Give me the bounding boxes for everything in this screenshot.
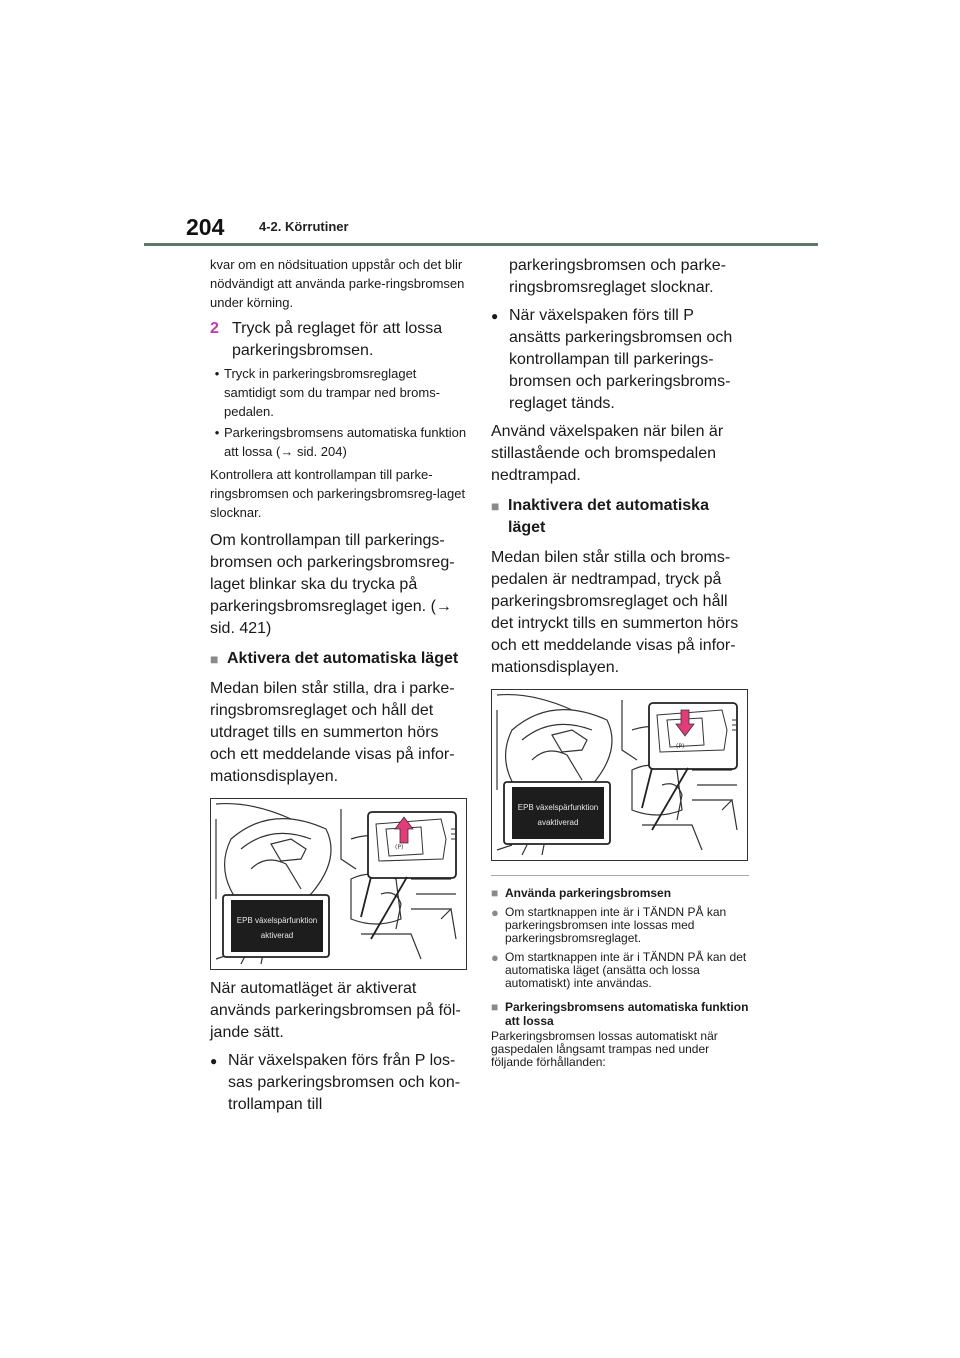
heading-text: Inaktivera det automatiska läget — [508, 497, 709, 536]
sub-item-1 — [210, 364, 468, 421]
bullet-dot: • — [214, 425, 220, 440]
figure-activate — [210, 798, 467, 970]
square-icon: ■ — [210, 651, 219, 667]
note-heading-1 — [491, 886, 749, 900]
blink-text: Om kontrollampan till parkerings-bromsen och parkeringsbromsreg-laget blinkar ska du trycka på parkeringsbromsreglaget igen. (→ sid. 421) — [210, 532, 455, 637]
note-heading-text: Parkeringsbromsens automatiska funktion att lossa — [505, 1000, 749, 1028]
note-item-text: Om startknappen inte är i TÄNDN PÅ kan parkeringsbromsen inte lossas med parkeringsbromsreglaget. — [505, 905, 727, 945]
bullet-dot: • — [214, 366, 220, 381]
use-text: Använd växelspaken när bilen är stillastående och bromspedalen nedtrampad. — [491, 423, 724, 484]
page-number: 204 — [186, 214, 225, 240]
square-icon: ■ — [491, 498, 500, 514]
display-line-2: aktiverad — [260, 931, 294, 940]
left-column — [210, 255, 468, 1116]
display-line-1: EPB växelspärfunktion — [517, 803, 599, 812]
step-2 — [210, 318, 468, 362]
note-heading-2 — [491, 1000, 749, 1028]
circle-bullet-icon: ● — [491, 905, 499, 920]
notes-divider — [491, 875, 749, 876]
deactivate-body: Medan bilen står stilla och broms-pedalen är nedtrampad, tryck på parkeringsbromsreglaget och håll det intryckt tills en summerton hörs och ett meddelande visas på infor-mationsdisplayen. — [491, 549, 739, 676]
heading-deactivate — [491, 495, 749, 539]
note-heading-text: Använda parkeringsbromsen — [505, 886, 672, 900]
intro-text: kvar om en nödsituation uppstår och det blir nödvändigt att använda parke-ringsbromsen under körning. — [210, 257, 465, 310]
svg-text:(P): (P) — [676, 743, 685, 750]
sub-item-text: Tryck in parkeringsbromsreglaget samtidigt som du trampar ned broms-pedalen. — [224, 366, 441, 419]
right-column — [491, 255, 749, 1069]
page-header — [0, 0, 960, 250]
step-text: Tryck på reglaget för att lossa parkeringsbromsen. — [232, 320, 443, 359]
bullet-text: När växelspaken förs från P los-sas parkeringsbromsen och kon-trollampan till — [228, 1052, 461, 1113]
dashboard-illustration — [211, 799, 466, 969]
note-item-text: Om startknappen inte är i TÄNDN PÅ kan det automatiska läget (ansätta och lossa automatiskt) inte användas. — [505, 950, 747, 990]
bullet-1 — [210, 1050, 468, 1116]
display-line-1: EPB växelspärfunktion — [236, 916, 318, 925]
section-title: 4-2. Körrutiner — [259, 219, 349, 234]
activate-body: Medan bilen står stilla, dra i parke-ringsbromsreglaget och håll det utdraget tills en summerton hörs och ett meddelande visas på infor-mationsdisplayen. — [210, 680, 455, 785]
square-icon: ■ — [491, 886, 499, 900]
square-icon: ■ — [491, 1000, 499, 1014]
sub-item-text: Parkeringsbromsens automatiska funktion att lossa (→ sid. 204) — [224, 425, 467, 459]
note-item-1 — [491, 906, 749, 945]
bullet-dot: ● — [491, 309, 499, 323]
sub-item-2 — [210, 423, 468, 461]
bullet-dot: ● — [210, 1054, 218, 1068]
note-body: Parkeringsbromsen lossas automatiskt när gaspedalen långsamt trampas ned under följande förhållanden: — [491, 1029, 718, 1069]
step-number: 2 — [210, 320, 219, 337]
dashboard-illustration — [492, 690, 747, 860]
display-line-2: avaktiverad — [537, 818, 579, 827]
heading-text: Aktivera det automatiska läget — [227, 650, 459, 667]
check-text: Kontrollera att kontrollampan till parke-ringsbromsen och parkeringsbromsreg-laget slocknar. — [210, 467, 466, 520]
continued-text: parkeringsbromsen och parke-ringsbromsreglaget slocknar. — [509, 257, 726, 296]
svg-text:(P): (P) — [395, 844, 404, 851]
circle-bullet-icon: ● — [491, 950, 499, 965]
note-item-2 — [491, 951, 749, 990]
bullet-text: När växelspaken förs till P ansätts parkeringsbromsen och kontrollampan till parkerings-bromsen och parkeringsbroms-reglaget tänds. — [509, 307, 733, 412]
figure-deactivate — [491, 689, 748, 861]
header-rule — [144, 243, 818, 246]
after-figure-text: När automatläget är aktiverat används parkeringsbromsen på föl-jande sätt. — [210, 980, 461, 1041]
heading-activate — [210, 648, 468, 670]
bullet-2 — [491, 305, 749, 415]
